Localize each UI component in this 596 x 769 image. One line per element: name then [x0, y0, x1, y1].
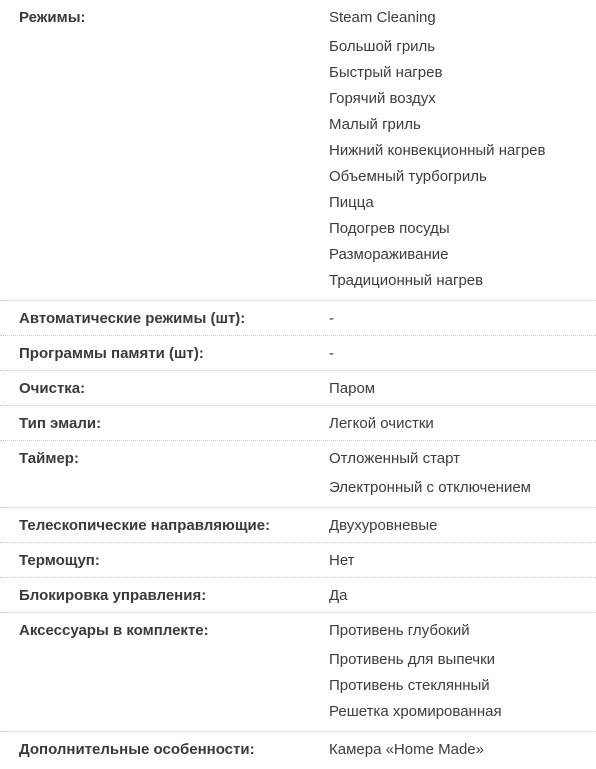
spec-value-list	[329, 551, 596, 571]
spec-value: Пицца	[329, 194, 374, 211]
spec-value-list	[329, 516, 596, 536]
spec-value: Большой гриль	[329, 38, 436, 55]
spec-value: Камера «Home Made»	[329, 741, 484, 758]
spec-label: Автоматические режимы (шт):	[19, 310, 246, 327]
spec-row	[0, 613, 596, 732]
spec-label: Очистка:	[19, 380, 86, 397]
spec-row	[0, 336, 596, 371]
spec-value-list	[329, 379, 596, 399]
spec-label: Таймер:	[19, 450, 79, 467]
spec-value: Да	[329, 587, 348, 604]
spec-row	[0, 578, 596, 613]
spec-value-list	[329, 414, 596, 434]
spec-label: Программы памяти (шт):	[19, 345, 204, 362]
spec-value: Противень стеклянный	[329, 677, 490, 694]
spec-value: -	[329, 345, 334, 362]
spec-value: -	[329, 310, 334, 327]
spec-value: Противень для выпечки	[329, 651, 496, 668]
spec-label: Тип эмали:	[19, 415, 102, 432]
spec-value: Горячий воздух	[329, 90, 436, 107]
spec-row	[0, 732, 596, 766]
spec-value-list	[329, 621, 596, 725]
spec-label: Аксессуары в комплекте:	[19, 622, 209, 639]
spec-row	[0, 441, 596, 508]
spec-label: Блокировка управления:	[19, 587, 207, 604]
spec-value: Steam Cleaning	[329, 9, 436, 26]
spec-row	[0, 508, 596, 543]
spec-value: Решетка хромированная	[329, 703, 502, 720]
spec-value: Традиционный нагрев	[329, 272, 484, 289]
spec-value: Размораживание	[329, 246, 449, 263]
spec-value: Нижний конвекционный нагрев	[329, 142, 546, 159]
spec-value: Быстрый нагрев	[329, 64, 443, 81]
spec-value: Двухуровневые	[329, 517, 438, 534]
spec-value-list	[329, 309, 596, 329]
spec-value-list	[329, 344, 596, 364]
spec-value: Противень глубокий	[329, 622, 470, 639]
spec-value: Легкой очистки	[329, 415, 434, 432]
spec-row	[0, 0, 596, 301]
spec-value-list	[329, 740, 596, 760]
spec-value: Объемный турбогриль	[329, 168, 487, 185]
spec-value: Малый гриль	[329, 116, 421, 133]
spec-row	[0, 543, 596, 578]
spec-value: Паром	[329, 380, 376, 397]
spec-value: Отложенный старт	[329, 450, 461, 467]
spec-value-list	[329, 8, 596, 294]
spec-row	[0, 301, 596, 336]
spec-value: Электронный с отключением	[329, 479, 531, 496]
spec-row	[0, 406, 596, 441]
spec-value-list	[329, 449, 596, 501]
spec-label: Режимы:	[19, 9, 86, 26]
spec-row	[0, 371, 596, 406]
spec-value: Нет	[329, 552, 355, 569]
spec-label: Телескопические направляющие:	[19, 517, 271, 534]
spec-label: Дополнительные особенности:	[19, 741, 255, 758]
spec-value-list	[329, 586, 596, 606]
spec-value: Подогрев посуды	[329, 220, 450, 237]
spec-label: Термощуп:	[19, 552, 100, 569]
